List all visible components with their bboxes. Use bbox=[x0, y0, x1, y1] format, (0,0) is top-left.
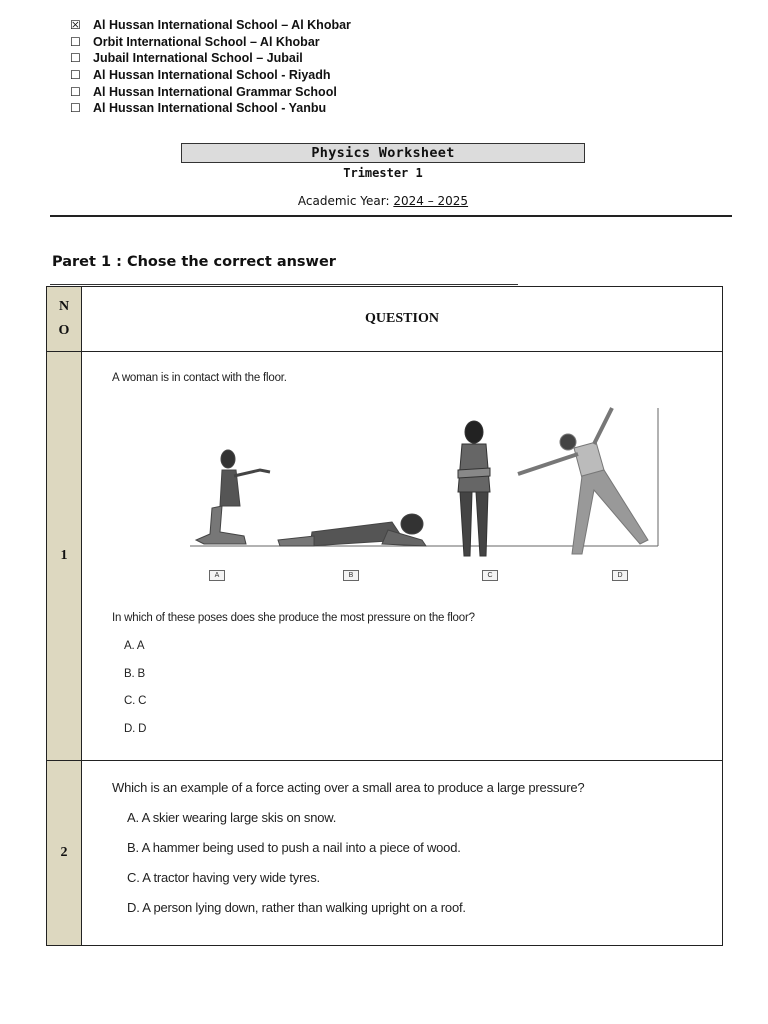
number-header bbox=[47, 287, 82, 352]
school-name: Al Hussan International Grammar School bbox=[93, 84, 337, 99]
checkbox-icon[interactable]: ☐ bbox=[70, 34, 81, 49]
figure-label-d: D bbox=[612, 570, 628, 581]
question-cell bbox=[82, 352, 723, 761]
part-underline bbox=[50, 284, 518, 285]
school-name: Orbit International School – Al Khobar bbox=[93, 34, 320, 49]
figure-label-a: A bbox=[209, 570, 225, 581]
school-name: Jubail International School – Jubail bbox=[93, 51, 303, 66]
number-header-o: O bbox=[58, 323, 70, 338]
checkbox-icon[interactable]: ☐ bbox=[70, 68, 81, 83]
table-row bbox=[47, 761, 723, 946]
checkbox-icon[interactable]: ☐ bbox=[70, 101, 81, 116]
figure-label-b: B bbox=[343, 570, 359, 581]
question-cell bbox=[82, 761, 723, 946]
checked-box-icon[interactable]: ☒ bbox=[70, 18, 81, 33]
question-header: QUESTION bbox=[82, 287, 723, 352]
question-number: 1 bbox=[47, 352, 82, 761]
figure-label-c: C bbox=[482, 570, 498, 581]
part-title: Paret 1 : Chose the correct answer bbox=[52, 254, 336, 270]
academic-year-value: 2024 – 2025 bbox=[393, 194, 469, 208]
option-a[interactable]: A. A bbox=[124, 640, 145, 652]
table-header-row bbox=[47, 287, 723, 352]
option-a[interactable]: A. A skier wearing large skis on snow. bbox=[127, 810, 337, 825]
option-b[interactable]: B. B bbox=[124, 668, 145, 680]
worksheet-title: Physics Worksheet bbox=[181, 143, 585, 163]
school-name: Al Hussan International School – Al Khobar bbox=[93, 18, 351, 33]
option-c[interactable]: C. A tractor having very wide tyres. bbox=[127, 870, 320, 885]
trimester-label: Trimester 1 bbox=[343, 166, 423, 180]
academic-year bbox=[181, 194, 585, 208]
school-name: Al Hussan International School - Riyadh bbox=[93, 68, 331, 83]
question-prompt: In which of these poses does she produce the most pressure on the floor? bbox=[112, 612, 475, 624]
pose-a-kneeling bbox=[196, 450, 270, 544]
question-number: 2 bbox=[47, 761, 82, 946]
school-name: Al Hussan International School - Yanbu bbox=[93, 101, 327, 116]
school-option[interactable] bbox=[70, 67, 351, 84]
number-header-n: N bbox=[58, 299, 70, 314]
school-option[interactable] bbox=[70, 17, 351, 34]
checkbox-icon[interactable]: ☐ bbox=[70, 51, 81, 66]
question-prompt: Which is an example of a force acting over a small area to produce a large pressure? bbox=[112, 780, 585, 795]
question-intro: A woman is in contact with the floor. bbox=[112, 372, 287, 384]
pose-c-standing bbox=[458, 421, 490, 556]
school-option[interactable] bbox=[70, 100, 351, 117]
checkbox-icon[interactable]: ☐ bbox=[70, 84, 81, 99]
option-d[interactable]: D. D bbox=[124, 723, 147, 735]
option-d[interactable]: D. A person lying down, rather than walking upright on a roof. bbox=[127, 900, 466, 915]
option-c[interactable]: C. C bbox=[124, 695, 147, 707]
school-option[interactable] bbox=[70, 50, 351, 67]
poses-figure bbox=[182, 404, 662, 564]
header-divider bbox=[50, 215, 732, 217]
school-option[interactable] bbox=[70, 34, 351, 51]
academic-year-label: Academic Year: bbox=[297, 194, 394, 208]
school-checklist bbox=[70, 17, 351, 117]
school-option[interactable] bbox=[70, 83, 351, 100]
pose-b-lying bbox=[278, 514, 426, 546]
pose-d-stretching bbox=[518, 408, 648, 554]
question-table bbox=[46, 286, 723, 946]
table-row bbox=[47, 352, 723, 761]
option-b[interactable]: B. A hammer being used to push a nail into a piece of wood. bbox=[127, 840, 461, 855]
